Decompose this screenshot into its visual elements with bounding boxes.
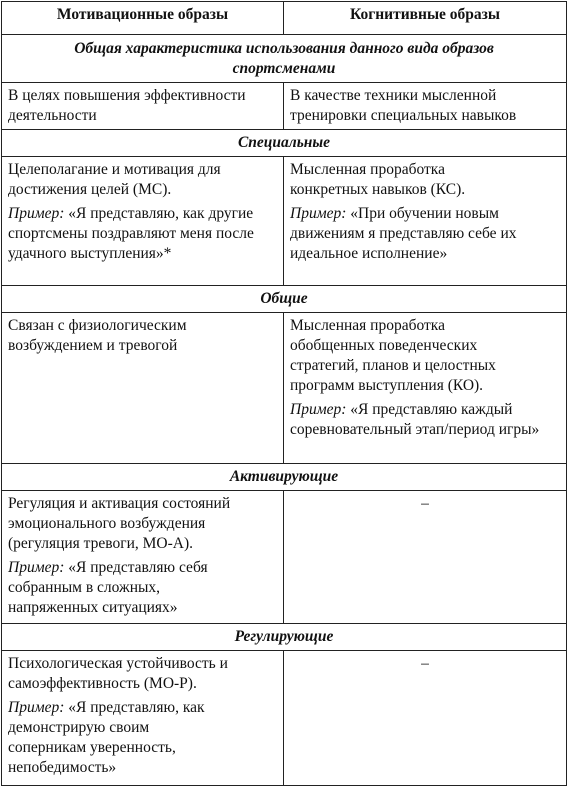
regulating-motivational-example-label: Пример: [8, 699, 65, 716]
section-title-general: Общая характеристика использования данного вида образов спортсменами [2, 35, 567, 83]
regulating-motivational-cell [2, 651, 284, 786]
activating-motivational-example-text: «Я представляю себя собранным в сложных, напряженных ситуациях» [8, 559, 208, 616]
general-cognitive: В качестве техники мысленной тренировки специальных навыков [284, 83, 567, 130]
general-motivational: В целях повышения эффективности деятельности [2, 83, 284, 130]
section-row-regulating [2, 624, 567, 651]
regulating-motivational-example-text: «Я представляю, как демонстрирую своим соперникам уверенность, непобедимость» [8, 699, 205, 776]
row-special [2, 157, 567, 286]
header-cognitive: Когнитивные образы [284, 2, 567, 35]
activating-motivational-example-label: Пример: [8, 559, 65, 576]
special-motivational-text: Целеполагание и мотивация для достижения целей (МС). [8, 161, 221, 198]
regulating-cognitive: – [284, 651, 567, 786]
common-cognitive-example-text: «Я представляю каждый соревновательный этап/период игры» [290, 401, 540, 438]
section-row-general [2, 35, 567, 83]
activating-motivational-cell [2, 491, 284, 624]
common-motivational-text: Связан с физиологическим возбуждением и тревогой [8, 317, 187, 354]
section-title-activating: Активирующие [2, 464, 567, 491]
regulating-motivational-example [8, 698, 277, 778]
section-row-activating [2, 464, 567, 491]
special-motivational-example [8, 204, 277, 264]
section-row-special [2, 130, 567, 157]
special-cognitive-example-text: «При обучении новым движениям я представляю себе их идеальное исполнение» [290, 205, 517, 262]
row-general [2, 83, 567, 130]
section-row-common [2, 286, 567, 313]
imagery-table [1, 1, 567, 786]
common-cognitive-text: Мысленная проработка обобщенных поведенческих стратегий, планов и целостных программ выступления (КО). [290, 317, 496, 394]
activating-motivational-example [8, 558, 277, 618]
common-cognitive-example-label: Пример: [290, 401, 347, 418]
row-activating [2, 491, 567, 624]
special-cognitive-cell [284, 157, 567, 286]
special-cognitive-text: Мысленная проработка конкретных навыков (КС). [290, 161, 466, 198]
special-cognitive-example [290, 204, 560, 264]
row-common [2, 313, 567, 464]
regulating-motivational-text: Психологическая устойчивость и самоэффективность (МО-Р). [8, 655, 228, 692]
activating-cognitive: – [284, 491, 567, 624]
section-title-regulating: Регулирующие [2, 624, 567, 651]
special-motivational-cell [2, 157, 284, 286]
special-cognitive-example-label: Пример: [290, 205, 347, 222]
section-title-common: Общие [2, 286, 567, 313]
special-motivational-example-label: Пример: [8, 205, 65, 222]
common-cognitive-example [290, 400, 560, 440]
row-regulating [2, 651, 567, 786]
activating-motivational-text: Регуляция и активация состояний эмоционального возбуждения (регуляция тревоги, МО-А). [8, 495, 231, 552]
header-motivational: Мотивационные образы [2, 2, 284, 35]
common-cognitive-cell [284, 313, 567, 464]
section-title-special: Специальные [2, 130, 567, 157]
header-row [2, 2, 567, 35]
common-motivational [2, 313, 284, 464]
special-motivational-example-text: «Я представляю, как другие спортсмены поздравляют меня после удачного выступления»* [8, 205, 254, 262]
